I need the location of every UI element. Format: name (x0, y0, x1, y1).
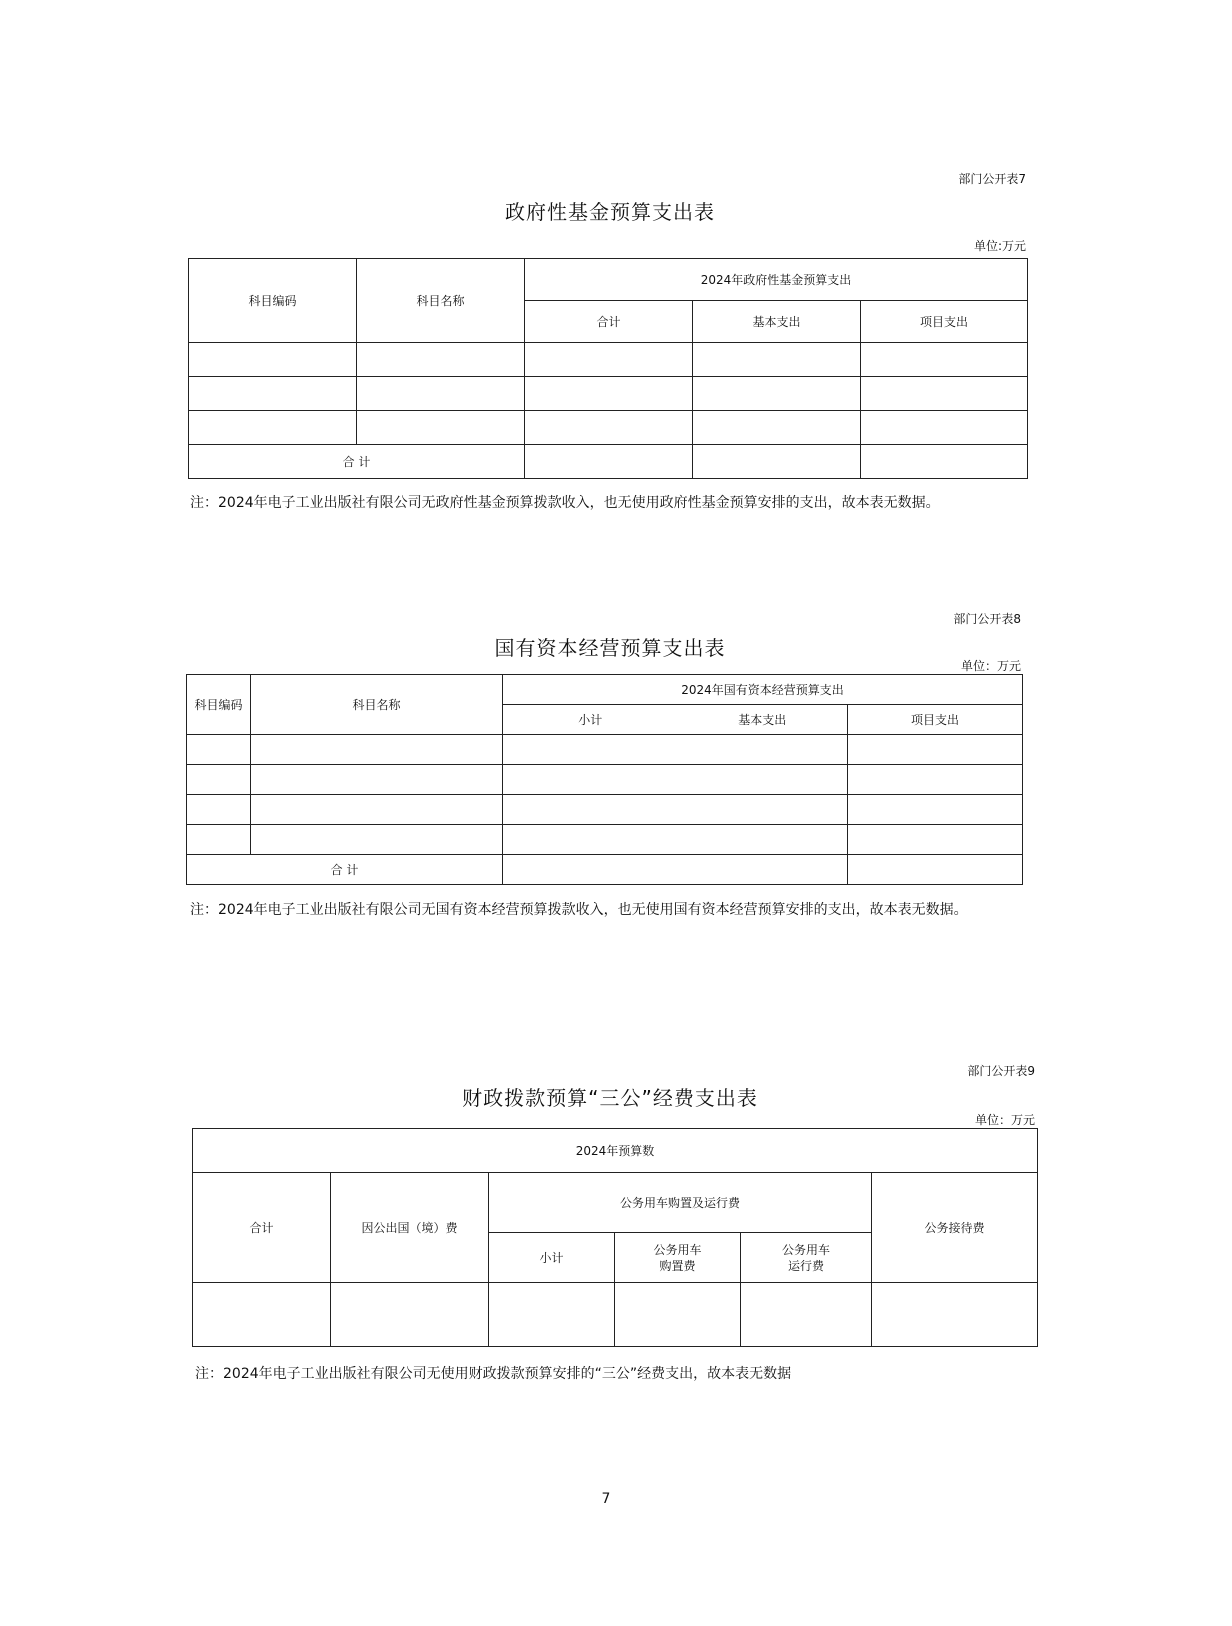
table7-total-label: 合 计 (189, 445, 525, 479)
table7-header-sub-project: 项目支出 (861, 301, 1028, 343)
table7-header-sub-total: 合计 (525, 301, 693, 343)
table9-header-purchase-line2: 购置费 (659, 1258, 696, 1273)
table-row (189, 343, 1028, 377)
table-row (187, 825, 1023, 855)
table9-unit: 单位：万元 (974, 1113, 1035, 1127)
table7-tag: 部门公开表7 (958, 172, 1026, 186)
table8-header-sub-basic: 基本支出 (678, 705, 848, 735)
table-row (187, 735, 1023, 765)
table8-header-group: 2024年国有资本经营预算支出 (503, 675, 1023, 705)
table8-header-sub-subtotal: 小计 (503, 705, 678, 735)
table9-header-abroad: 因公出国（境）费 (331, 1173, 489, 1283)
table7-header-name: 科目名称 (357, 259, 525, 343)
table8-header-code: 科目编码 (187, 675, 251, 735)
table-row (187, 765, 1023, 795)
table7-header-group: 2024年政府性基金预算支出 (525, 259, 1028, 301)
table7-header-code: 科目编码 (189, 259, 357, 343)
table8-note: 注：2024年电子工业出版社有限公司无国有资本经营预算拨款收入，也无使用国有资本经营预算安排的支出，故本表无数据。 (190, 902, 968, 918)
table-row (189, 377, 1028, 411)
table9-header-purchase (615, 1233, 741, 1283)
table-row (193, 1283, 1038, 1347)
table9-tag: 部门公开表9 (967, 1064, 1035, 1078)
table-row (189, 411, 1028, 445)
table8-header-name: 科目名称 (251, 675, 503, 735)
table8-title: 国有资本经营预算支出表 (494, 636, 726, 660)
table7-note: 注：2024年电子工业出版社有限公司无政府性基金预算拨款收入，也无使用政府性基金预算安排的支出，故本表无数据。 (190, 495, 940, 511)
table9-header-subtotal: 小计 (489, 1233, 615, 1283)
table9-header-vehicle: 公务用车购置及运行费 (489, 1173, 872, 1233)
table9-note: 注：2024年电子工业出版社有限公司无使用财政拨款预算安排的“三公”经费支出，故本表无数据 (195, 1366, 792, 1382)
table9-header-operation (741, 1233, 872, 1283)
table8-header-sub-project: 项目支出 (848, 705, 1023, 735)
table7-unit: 单位:万元 (973, 239, 1026, 253)
page-number: 7 (601, 1491, 611, 1507)
table7-title: 政府性基金预算支出表 (505, 200, 715, 224)
table8-unit: 单位：万元 (960, 659, 1021, 673)
table8 (186, 674, 1023, 885)
table-row (187, 795, 1023, 825)
table7 (188, 258, 1028, 479)
table9-header-purchase-line1: 公务用车 (653, 1242, 702, 1257)
table9-header-operation-line1: 公务用车 (781, 1242, 830, 1257)
table9-header-operation-line2: 运行费 (787, 1258, 824, 1273)
table7-header-sub-basic: 基本支出 (693, 301, 861, 343)
table9 (192, 1128, 1038, 1347)
table8-total-label: 合 计 (187, 855, 503, 885)
table9-header-reception: 公务接待费 (872, 1173, 1038, 1283)
table9-header-group: 2024年预算数 (193, 1129, 1038, 1173)
table9-header-total: 合计 (193, 1173, 331, 1283)
table8-tag: 部门公开表8 (953, 612, 1021, 626)
table9-title: 财政拨款预算“三公”经费支出表 (462, 1086, 758, 1110)
